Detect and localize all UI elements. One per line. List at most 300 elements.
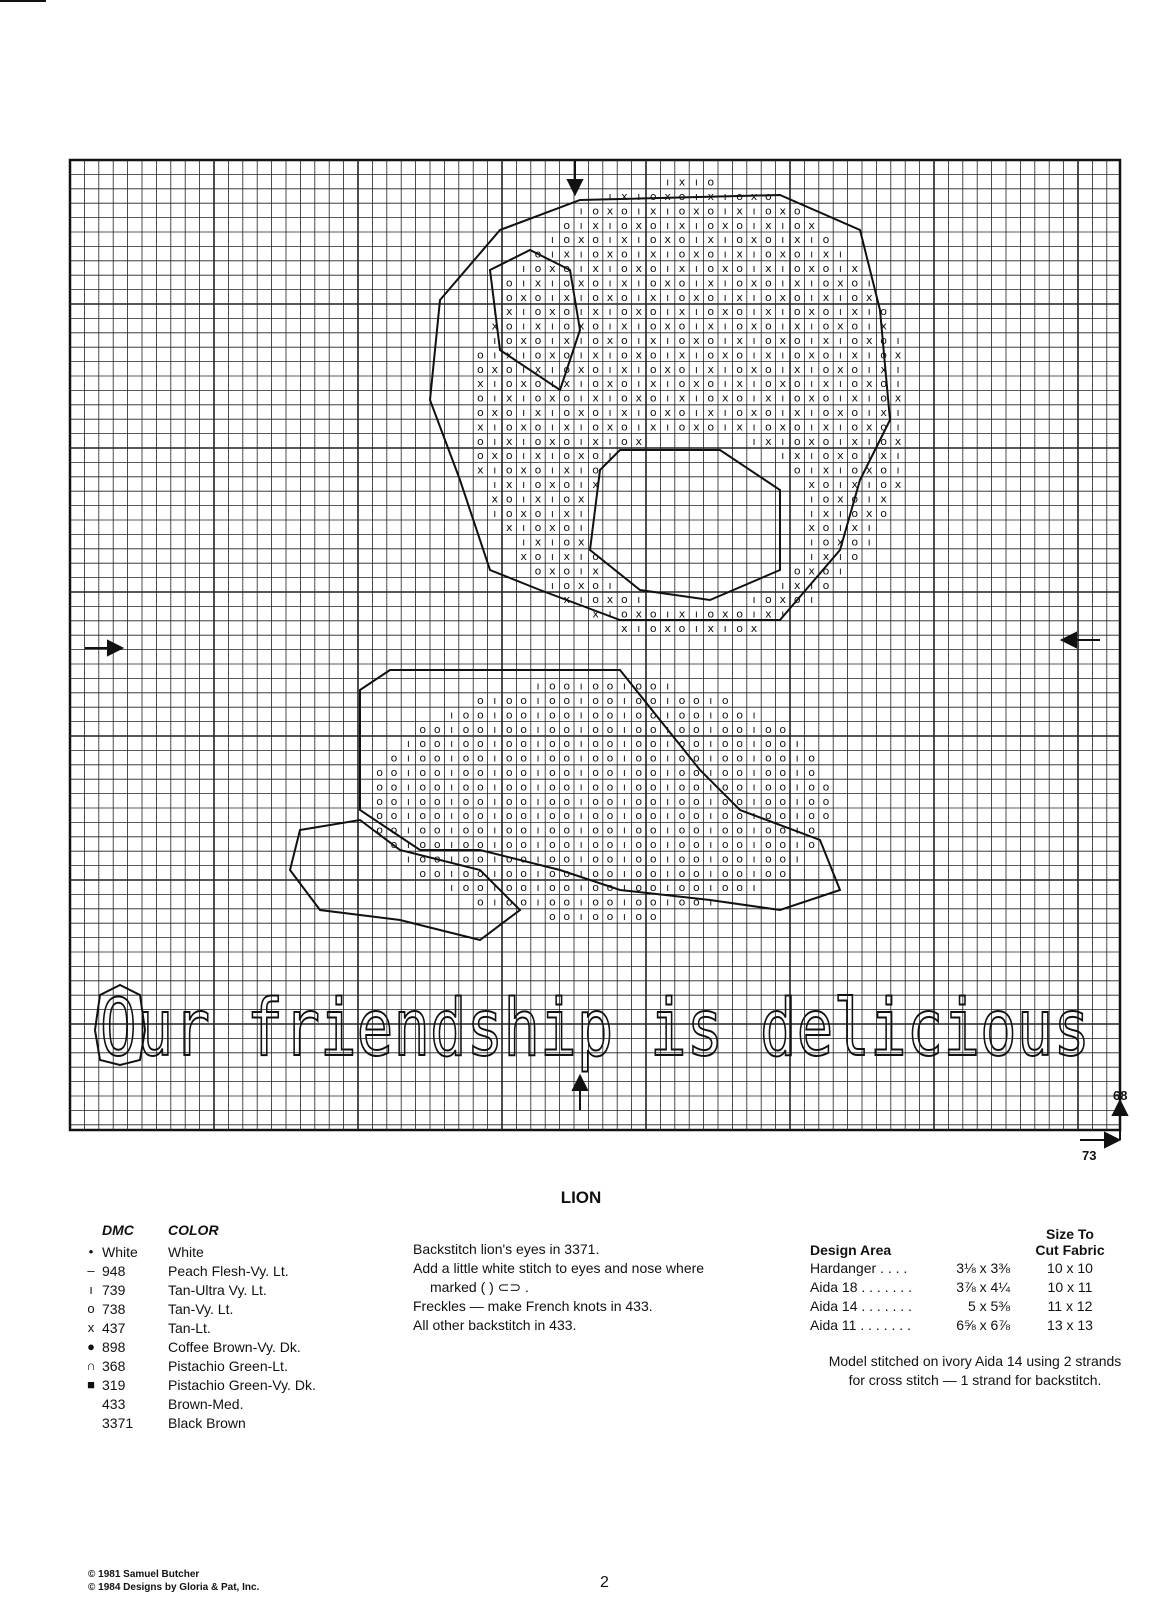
stitch-symbol-mark: o — [606, 838, 614, 851]
stitch-symbol-mark: x — [707, 622, 715, 635]
stitch-symbol-mark: ı — [493, 348, 497, 362]
cut-fabric-header-line1: Size To — [1046, 1226, 1094, 1242]
stitch-symbol-mark: o — [592, 722, 599, 736]
stitch-symbol-mark: o — [505, 866, 513, 880]
stitch-symbol-mark: o — [649, 866, 657, 880]
stitch-symbol-mark: o — [649, 190, 657, 203]
stitch-symbol-mark: ı — [579, 823, 583, 837]
stitch-symbol-mark: x — [491, 492, 499, 506]
stitch-symbol-mark: o — [563, 910, 571, 923]
stitch-symbol-mark: ı — [867, 434, 871, 448]
stitch-symbol-mark: ı — [709, 809, 713, 823]
stitch-symbol-mark: ı — [810, 492, 814, 506]
stitch-symbol-mark: o — [563, 766, 571, 779]
stitch-symbol-mark: x — [765, 305, 772, 319]
color-key-row — [80, 1337, 410, 1356]
stitch-symbol-mark: o — [765, 780, 772, 794]
stitch-symbol-mark: x — [592, 305, 599, 319]
stitch-symbol-mark: x — [750, 190, 758, 203]
stitch-symbol-mark: x — [808, 348, 815, 362]
stitch-symbol-mark: ı — [752, 737, 756, 751]
cut-fabric-header — [1020, 1226, 1120, 1258]
stitch-symbol-mark: o — [419, 838, 427, 851]
stitch-symbol-mark: o — [678, 694, 686, 707]
stitch-symbol-mark: x — [606, 420, 614, 434]
stitch-symbol-mark: x — [851, 478, 859, 491]
stitch-symbol-mark: ı — [666, 895, 670, 909]
stitch-symbol-mark: x — [793, 406, 801, 419]
stitch-symbol-mark: o — [462, 823, 470, 837]
stitch-symbol-mark: ı — [709, 751, 713, 765]
cut-fabric-header-line2: Cut Fabric — [1035, 1242, 1105, 1258]
stitch-symbol-mark: o — [606, 895, 614, 909]
stitch-symbol-mark: ı — [694, 276, 698, 290]
stitch-symbol-mark: o — [477, 362, 484, 376]
stitch-symbol-mark: ı — [450, 881, 454, 895]
stitch-symbol-mark: ı — [579, 348, 583, 362]
stitch-symbol-mark: o — [592, 593, 599, 607]
stitch-symbol-mark: o — [678, 881, 686, 895]
stitch-symbol-mark: ı — [622, 838, 626, 851]
stitch-symbol-mark: ı — [867, 391, 871, 405]
stitch-symbol-mark: o — [635, 838, 643, 851]
stitch-symbol-mark: o — [822, 233, 830, 247]
stitch-symbol-mark: o — [808, 809, 815, 823]
stitch-symbol-mark: o — [419, 866, 427, 880]
stitch-symbol-mark: o — [822, 794, 830, 808]
stitch-symbol-mark: o — [477, 406, 484, 419]
stitch-symbol-mark: o — [534, 434, 542, 448]
design-area-header: Design Area — [810, 1242, 892, 1258]
stitch-symbol-mark: x — [649, 204, 657, 218]
stitch-symbol-mark: x — [837, 276, 844, 290]
stitch-symbol-mark: ı — [694, 175, 698, 189]
stitch-symbol-mark: o — [736, 319, 743, 333]
stitch-symbol-mark: o — [793, 305, 801, 319]
dmc-code: 738 — [102, 1300, 126, 1317]
stitch-symbol-mark: ı — [694, 406, 698, 419]
stitch-symbol-mark: ı — [709, 766, 713, 779]
stitch-symbol-mark: o — [880, 434, 887, 448]
stitch-symbol-mark: ı — [666, 838, 670, 851]
stitch-symbol-mark: x — [520, 290, 527, 304]
stitch-symbol-mark: ı — [838, 290, 842, 304]
stitch-symbol-mark: o — [765, 866, 772, 880]
stitch-symbol-mark: ı — [752, 809, 756, 823]
stitch-symbol-mark: o — [822, 780, 830, 794]
stitch-symbol-mark: ı — [781, 391, 785, 405]
stitch-symbol-mark: o — [822, 305, 830, 319]
stitch-symbol-mark: ı — [536, 823, 540, 837]
stitch-symbol: o — [87, 1301, 95, 1316]
stitch-symbol-mark: o — [779, 780, 787, 794]
stitch-symbol-mark: o — [621, 348, 628, 362]
stitch-symbol-mark: ı — [694, 305, 698, 319]
stitch-symbol-mark: ı — [810, 593, 814, 607]
stitch-symbol-mark: x — [621, 622, 628, 635]
stitch-symbol-mark: o — [549, 823, 556, 837]
stitch-symbol-mark: ı — [493, 694, 497, 707]
stitch-symbol-mark: ı — [752, 852, 756, 866]
stitch-symbol-mark: ı — [896, 449, 900, 463]
stitch-symbol-mark: o — [649, 780, 657, 794]
stitch-symbol-mark: o — [621, 607, 628, 621]
color-name: Pistachio Green-Lt. — [168, 1357, 288, 1374]
stitch-symbol-mark: x — [793, 578, 801, 592]
stitch-symbol-mark: o — [822, 564, 830, 578]
stitch-symbol-mark: x — [678, 175, 686, 189]
stitch-symbol-mark: x — [563, 334, 571, 347]
stitch-symbol-mark: ı — [694, 218, 698, 232]
stitch-symbol-mark: o — [779, 751, 787, 765]
stitch-symbol-mark: ı — [752, 218, 756, 232]
stitch-symbol-mark: o — [693, 737, 700, 751]
stitch-symbol-mark: ı — [536, 852, 540, 866]
stitch-symbol-mark: o — [635, 722, 643, 736]
stitch-symbol-mark: x — [721, 391, 729, 405]
stitch-symbol-mark: o — [649, 305, 657, 319]
stitch-symbol-mark: o — [707, 175, 715, 189]
stitch-symbol-mark: x — [549, 478, 556, 491]
stitch-symbol-mark: o — [649, 737, 657, 751]
stitch-symbol-mark: o — [534, 550, 542, 563]
stitch-symbol-mark: x — [793, 319, 801, 333]
stitch-symbol-mark: o — [707, 247, 715, 261]
stitch-symbol-mark: o — [563, 866, 571, 880]
stitch-symbol-mark: o — [635, 881, 643, 895]
stitch-symbol-mark: o — [520, 852, 527, 866]
stitch-symbol-mark: o — [649, 233, 657, 247]
stitch-symbol-mark: x — [765, 348, 772, 362]
stitch-symbol-mark: o — [505, 492, 513, 506]
stitch-symbol-mark: o — [592, 578, 599, 592]
stitch-symbol-mark: ı — [579, 506, 583, 520]
stitch-symbol-mark: x — [865, 377, 873, 391]
stitch-symbol-mark: ı — [867, 521, 871, 535]
stitch-symbol-mark: o — [693, 751, 700, 765]
stitch-symbol-mark: o — [563, 218, 571, 232]
stitch-symbol-mark: ı — [579, 290, 583, 304]
stitch-symbol-mark: o — [592, 449, 599, 463]
stitch-symbol-mark: ı — [579, 895, 583, 909]
stitch-symbol-mark: x — [577, 406, 585, 419]
stitch-symbol-mark: o — [678, 737, 686, 751]
stitch-symbol-mark: x — [765, 262, 772, 275]
stitch-symbol-mark: o — [693, 838, 700, 851]
stitch-symbol-mark: o — [563, 319, 571, 333]
cut-size: 11 x 12 — [1047, 1297, 1093, 1314]
stitch-symbol-mark: o — [851, 362, 859, 376]
stitch-symbol-mark: ı — [493, 478, 497, 491]
stitch-symbol-mark: ı — [450, 737, 454, 751]
stitch-symbol-mark: o — [736, 780, 743, 794]
stitch-symbol-mark: o — [563, 794, 571, 808]
pattern-title: LION — [560, 1188, 602, 1207]
stitch-symbol-mark: ı — [709, 722, 713, 736]
stitch-symbol-mark: ı — [666, 751, 670, 765]
stitch-symbol-mark: o — [851, 290, 859, 304]
stitch-symbol-mark: o — [765, 190, 772, 203]
stitch-symbol-mark: x — [505, 478, 513, 491]
stitch-symbol-mark: o — [707, 607, 715, 621]
stitch-symbol-mark: ı — [795, 852, 799, 866]
height-label: 68 — [1113, 1088, 1128, 1103]
stitch-symbol-mark: ı — [838, 247, 842, 261]
stitch-symbol-mark: o — [621, 434, 628, 448]
stitch-symbol-mark: o — [808, 766, 815, 779]
stitch-symbol-mark: x — [649, 247, 657, 261]
stitch-symbol-mark: x — [765, 391, 772, 405]
stitch-symbol-mark: ı — [781, 449, 785, 463]
stitch-symbol-mark: o — [851, 463, 859, 477]
stitch-symbol-mark: o — [649, 751, 657, 765]
stitch-symbol-mark: o — [462, 722, 470, 736]
stitch-symbol-mark: ı — [752, 607, 756, 621]
stitch-symbol-mark: o — [549, 895, 556, 909]
stitch-symbol-mark: o — [477, 751, 484, 765]
stitch-symbol-mark: o — [678, 233, 686, 247]
fabric-type: Hardanger . . . . — [810, 1259, 908, 1276]
stitch-symbol-mark: o — [649, 766, 657, 779]
stitch-symbol-mark: ı — [752, 290, 756, 304]
stitch-symbol-mark: x — [678, 218, 686, 232]
stitch-symbol-mark: x — [592, 434, 599, 448]
stitch-symbol-mark: o — [649, 218, 657, 232]
stitch-symbol-mark: ı — [406, 751, 410, 765]
stitch-symbol-mark: x — [563, 247, 571, 261]
stitch-symbol-mark: o — [549, 794, 556, 808]
stitch-symbol-mark: ı — [522, 478, 526, 491]
stitch-symbol-mark: o — [505, 838, 513, 851]
stitch-symbol-mark: o — [477, 780, 484, 794]
stitch-symbol-mark: ı — [622, 809, 626, 823]
stitch-symbol: • — [88, 1244, 94, 1259]
stitch-symbol-mark: o — [520, 766, 527, 779]
stitch-symbol-mark: o — [592, 362, 599, 376]
instruction-line: Freckles — make French knots in 433. — [413, 1298, 653, 1314]
stitch-symbol-mark: o — [793, 290, 801, 304]
stitch-symbol-mark: o — [765, 420, 772, 434]
cut-size: 13 x 13 — [1047, 1316, 1093, 1333]
stitch-symbol-mark: o — [534, 290, 542, 304]
stitch-symbol-mark: ı — [666, 334, 670, 347]
stitch-symbol-mark: o — [678, 204, 686, 218]
stitch-symbol-mark: ı — [666, 377, 670, 391]
stitch-symbol-mark: o — [534, 478, 542, 491]
stitch-symbol-mark: o — [736, 362, 743, 376]
stitch-symbol-mark: o — [678, 334, 686, 347]
stitch-symbol-mark: o — [765, 809, 772, 823]
stitch-symbol-mark: x — [822, 377, 830, 391]
stitch-symbol-mark: o — [563, 823, 571, 837]
stitch-symbol-mark: o — [462, 881, 470, 895]
stitch-symbol-mark: o — [520, 866, 527, 880]
stitch-symbol-mark: o — [534, 348, 542, 362]
stitch-symbol-mark: ı — [637, 362, 641, 376]
stitch-symbol-mark: o — [635, 780, 643, 794]
stitch-symbol-mark: ı — [867, 305, 871, 319]
stitch-symbol-mark: ı — [781, 262, 785, 275]
stitch-symbol-mark: o — [736, 233, 743, 247]
stitch-symbol-mark: ı — [781, 578, 785, 592]
stitch-symbol-mark: ı — [709, 881, 713, 895]
color-header: COLOR — [168, 1222, 219, 1238]
stitch-symbol-mark: o — [721, 751, 729, 765]
stitch-symbol-mark: ı — [666, 305, 670, 319]
stitch-symbol-mark: x — [837, 362, 844, 376]
stitch-symbol-mark: ı — [522, 492, 526, 506]
stitch-symbol-mark: o — [621, 593, 628, 607]
stitch-symbol-mark: o — [592, 823, 599, 837]
stitch-symbol-mark: o — [765, 766, 772, 779]
stitch-symbol-mark: o — [563, 751, 571, 765]
stitch-symbol-mark: o — [592, 550, 599, 563]
stitch-symbol-mark: o — [707, 305, 715, 319]
stitch-symbol-mark: o — [606, 780, 614, 794]
stitch-symbol-mark: o — [592, 809, 599, 823]
copyright — [88, 1568, 259, 1594]
stitch-symbol-mark: o — [736, 866, 743, 880]
stitch-symbol-mark: ı — [666, 708, 670, 722]
stitch-symbol-mark: o — [736, 305, 743, 319]
stitch-symbol-mark: ı — [752, 708, 756, 722]
stitch-symbol-mark: x — [592, 564, 599, 578]
stitch-symbol-mark: o — [721, 694, 729, 707]
stitch-symbol-mark: o — [635, 751, 643, 765]
stitch-symbol-mark: ı — [536, 694, 540, 707]
stitch-symbol-mark: x — [563, 377, 571, 391]
stitch-symbol-mark: ı — [781, 305, 785, 319]
stitch-symbol: ● — [87, 1339, 95, 1354]
stitch-symbol-mark: x — [808, 391, 815, 405]
stitch-symbol-mark: ı — [752, 348, 756, 362]
chart-grid — [60, 150, 1130, 1170]
stitch-symbol-mark: x — [808, 564, 815, 578]
stitch-symbol-mark: o — [793, 391, 801, 405]
stitch-symbol-mark: x — [880, 406, 887, 419]
stitch-symbol-mark: ı — [622, 881, 626, 895]
stitch-symbol-mark: ı — [536, 679, 540, 693]
stitch-symbol-mark: ı — [666, 866, 670, 880]
stitch-symbol-mark: o — [649, 406, 657, 419]
stitch-symbol-mark: o — [736, 348, 743, 362]
stitch-symbol-mark: x — [649, 290, 657, 304]
stitch-symbol-mark: o — [779, 823, 787, 837]
stitch-symbol-mark: o — [649, 391, 657, 405]
stitch-symbol-mark: o — [505, 420, 513, 434]
stitch-symbol-mark: ı — [752, 794, 756, 808]
stitch-symbol-mark: o — [765, 852, 772, 866]
model-note — [810, 1352, 1140, 1390]
stitch-symbol-mark: ı — [694, 391, 698, 405]
stitch-symbol-mark: o — [592, 406, 599, 419]
color-key-row — [80, 1280, 410, 1299]
stitch-symbol-mark: ı — [493, 751, 497, 765]
stitch-symbol-mark: ı — [666, 737, 670, 751]
stitch-symbol-mark: ı — [579, 434, 583, 448]
stitch-symbol-mark: o — [563, 564, 571, 578]
stitch-symbol-mark: ı — [493, 780, 497, 794]
stitch-symbol-mark: o — [765, 334, 772, 347]
stitch-symbol-mark: x — [520, 334, 527, 347]
stitch-symbol-mark: o — [779, 866, 787, 880]
stitch-symbol-mark: o — [606, 766, 614, 779]
stitch-symbol-mark: o — [822, 521, 830, 535]
stitch-symbol-mark: x — [894, 434, 902, 448]
stitch-symbol-mark: o — [477, 722, 484, 736]
stitch-symbol-mark: ı — [637, 319, 641, 333]
stitch-symbol-mark: ı — [810, 550, 814, 563]
stitch-symbol-mark: ı — [493, 895, 497, 909]
stitch-symbol-mark: ı — [666, 852, 670, 866]
stitch-symbol-mark: x — [678, 262, 686, 275]
stitch-symbol-mark: o — [678, 190, 686, 203]
stitch-symbol-mark: x — [837, 492, 844, 506]
stitch-symbol-mark: o — [477, 838, 484, 851]
stitch-symbol-mark: o — [621, 377, 628, 391]
stitch-symbol-mark: ı — [450, 838, 454, 851]
stitch-symbol-mark: x — [520, 377, 527, 391]
stitch-symbol-mark: o — [433, 823, 441, 837]
stitch-symbol-mark: x — [505, 521, 513, 535]
stitch-symbol-mark: o — [736, 766, 743, 779]
size-row — [810, 1296, 1140, 1315]
stitch-symbol-mark: x — [693, 290, 700, 304]
stitch-symbol-mark: o — [793, 348, 801, 362]
stitch-symbol-mark: o — [793, 420, 801, 434]
stitch-symbol-mark: ı — [579, 550, 583, 563]
stitch-symbol-mark: o — [390, 809, 398, 823]
stitch-symbol-mark: o — [549, 838, 556, 851]
stitch-instructions — [413, 1240, 773, 1335]
copyright-line: © 1984 Designs by Gloria & Pat, Inc. — [88, 1582, 260, 1593]
stitch-symbol-mark: o — [563, 406, 571, 419]
stitch-symbol-mark: o — [549, 881, 556, 895]
stitch-symbol-mark: ı — [522, 521, 526, 535]
stitch-symbol-mark: o — [549, 751, 556, 765]
stitch-symbol-mark: o — [505, 463, 513, 477]
stitch-symbol-mark: o — [693, 722, 700, 736]
stitch-symbol-mark: ı — [867, 492, 871, 506]
stitch-symbol-mark: ı — [795, 794, 799, 808]
stitch-symbol-mark: ı — [694, 362, 698, 376]
stitch-symbol-mark: x — [822, 334, 830, 347]
stitch-symbol-mark: ı — [550, 449, 554, 463]
stitch-symbol-mark: ı — [550, 463, 554, 477]
stitch-symbol-mark: ı — [579, 334, 583, 347]
stitch-symbol-mark: o — [765, 737, 772, 751]
stitch-symbol-mark: o — [505, 449, 513, 463]
stitch-symbol-mark: x — [505, 348, 513, 362]
stitch-symbol-mark: x — [577, 535, 585, 549]
stitch-symbol-mark: x — [707, 319, 715, 333]
stitch-symbol-mark: o — [621, 262, 628, 275]
stitch-symbol-mark: o — [606, 852, 614, 866]
stitch-symbol-mark: ı — [550, 247, 554, 261]
stitch-symbol-mark: o — [635, 895, 643, 909]
stitch-symbol-mark: ı — [637, 190, 641, 203]
stitch-symbol-mark: x — [606, 334, 614, 347]
stitch-symbol-mark: o — [635, 694, 643, 707]
stitch-symbol-mark: x — [491, 449, 499, 463]
stitch-symbol-mark: ı — [579, 391, 583, 405]
stitch-symbol-mark: ı — [536, 895, 540, 909]
stitch-symbol-mark: x — [563, 420, 571, 434]
stitch-symbol-mark: o — [707, 377, 715, 391]
motto-text: Our friendship is delicious — [100, 984, 1090, 1074]
stitch-symbol-mark: ı — [406, 780, 410, 794]
stitch-symbol-mark: o — [505, 290, 513, 304]
